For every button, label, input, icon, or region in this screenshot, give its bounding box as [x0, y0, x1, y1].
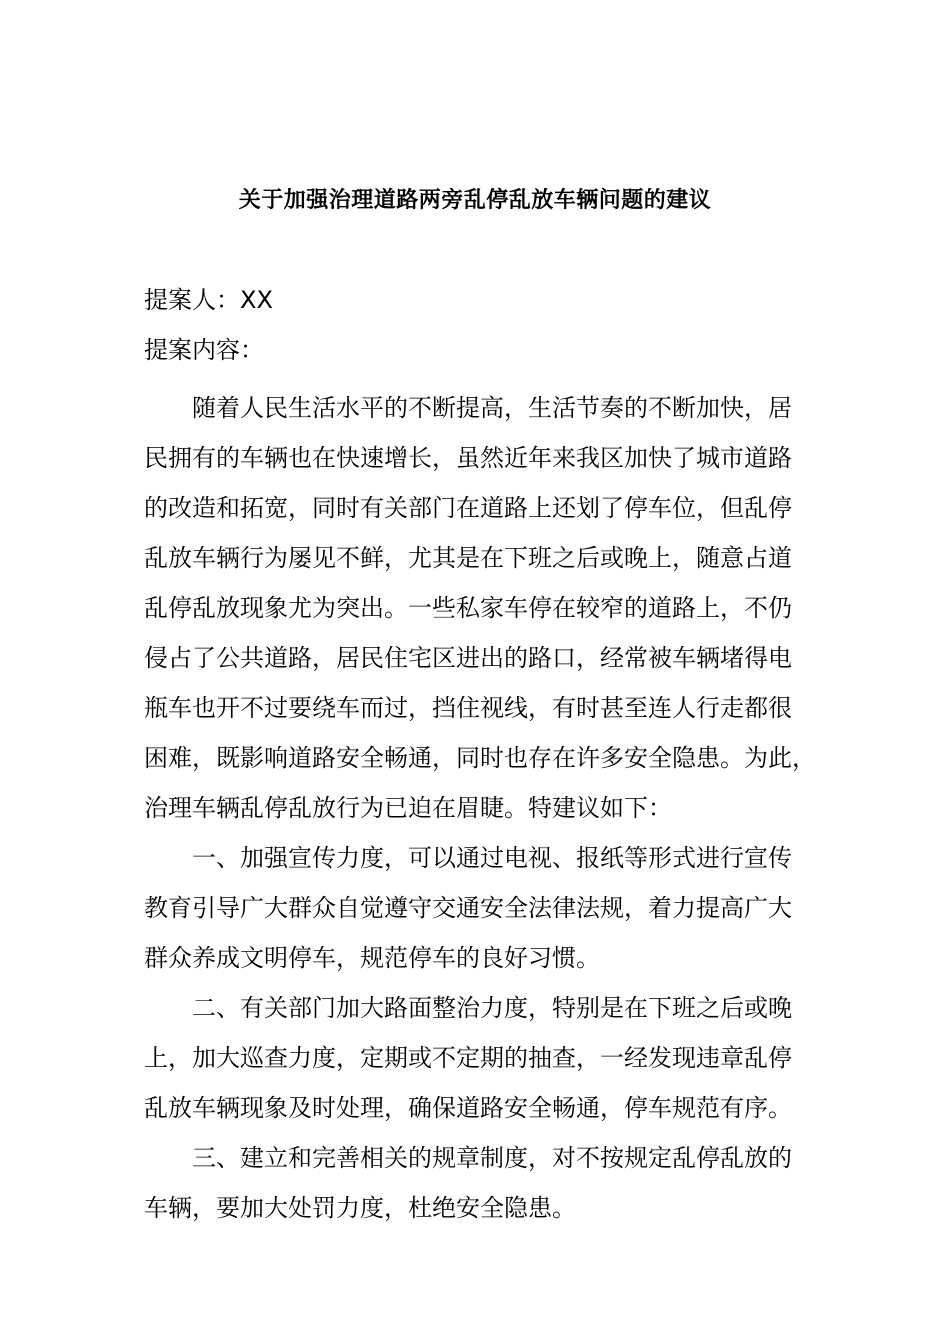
paragraph-3-line-2: 上，加大巡查力度，定期或不定期的抽查，一经发现违章乱停	[144, 1044, 792, 1072]
paragraph-1-line-3: 的改造和拓宽，同时有关部门在道路上还划了停车位，但乱停	[144, 494, 792, 522]
document-body	[144, 383, 834, 1233]
proposer-line: 提案人：XX	[144, 286, 273, 314]
document-title: 关于加强治理道路两旁乱停乱放车辆问题的建议	[238, 188, 712, 213]
paragraph-4-line-2: 车辆，要加大处罚力度，杜绝安全隐患。	[144, 1194, 576, 1222]
paragraph-1-line-4: 乱放车辆行为屡见不鲜，尤其是在下班之后或晚上，随意占道	[144, 544, 792, 572]
content-label: 提案内容：	[144, 336, 264, 364]
paragraph-2-line-1: 一、加强宣传力度，可以通过电视、报纸等形式进行宣传	[192, 844, 792, 872]
paragraph-1-line-8: 困难，既影响道路安全畅通，同时也存在许多安全隐患。为此，	[144, 744, 816, 772]
paragraph-3-line-1: 二、有关部门加大路面整治力度，特别是在下班之后或晚	[192, 994, 792, 1022]
paragraph-2-line-2: 教育引导广大群众自觉遵守交通安全法律法规，着力提高广大	[144, 894, 792, 922]
paragraph-1-line-1: 随着人民生活水平的不断提高，生活节奏的不断加快，居	[192, 394, 792, 422]
paragraph-1-line-7: 瓶车也开不过要绕车而过，挡住视线，有时甚至连人行走都很	[144, 694, 792, 722]
paragraph-1-line-9: 治理车辆乱停乱放行为已迫在眉睫。特建议如下：	[144, 794, 672, 822]
paragraph-3-line-3: 乱放车辆现象及时处理，确保道路安全畅通，停车规范有序。	[144, 1094, 792, 1122]
paragraph-1-line-5: 乱停乱放现象尤为突出。一些私家车停在较窄的道路上，不仍	[144, 594, 792, 622]
paragraph-4-line-1: 三、建立和完善相关的规章制度，对不按规定乱停乱放的	[192, 1144, 792, 1172]
paragraph-2-line-3: 群众养成文明停车，规范停车的良好习惯。	[144, 944, 600, 972]
paragraph-1-line-6: 侵占了公共道路，居民住宅区进出的路口，经常被车辆堵得电	[144, 644, 792, 672]
paragraph-1-line-2: 民拥有的车辆也在快速增长，虽然近年来我区加快了城市道路	[144, 444, 792, 472]
